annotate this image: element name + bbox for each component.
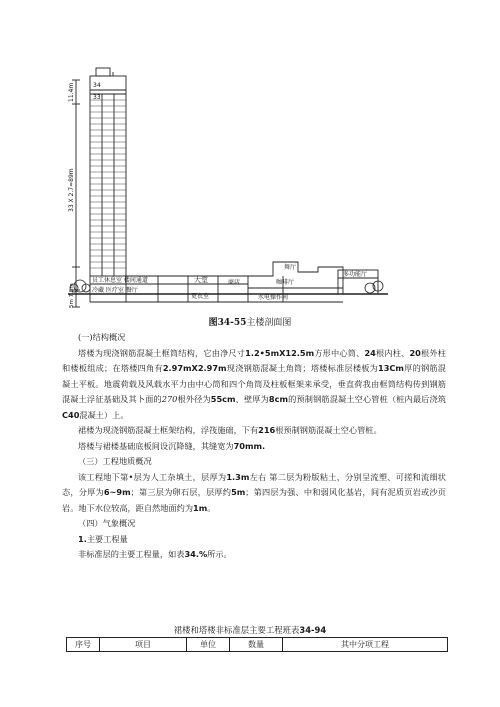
ballroom-label: 舞厅 (284, 264, 297, 271)
figure-caption (0, 315, 500, 328)
dim-top-label: 11.4m (68, 82, 75, 102)
header-seq: 序号 (67, 638, 100, 652)
caption-number: 图34-55 (208, 318, 247, 328)
lobby-label: 大堂 (194, 276, 208, 284)
paragraph-tower-structure: 塔楼为现浇钢筋混凝土框筒结构，它由净尺寸1.2•5mX12.5m方形中心筒、24根内柱、20根外柱和楼板组成；在塔楼四角有2.97mX2.97m现浇钢筋混凝土角筒；塔楼标准层楼板为13Cm厚的钢筋混凝土平板。地震荷载及风载水平力由中心筒和四个角筒及柱板框架来承受，垂直荷我由框筒结构传到钢筋混凝土浮征基础及其卜面的270根外径为55cm、壁厚为8cm的预制钢筋混凝土空心管桩（桩内最后浇筑C40混凝土）上。 (62, 347, 446, 420)
section-heading-weather: （四）气象概况 (78, 518, 136, 528)
body-text (62, 330, 446, 563)
paragraph-settlement-joint: 塔楼与裙楼基础底板间设沉降缝，其缝宽为70mm. (78, 440, 266, 451)
utility-room-label: 水电操作间 (258, 294, 289, 301)
dim-bottom-label: 5m 7.5m (69, 283, 75, 308)
shop-label: 商店 (228, 279, 241, 286)
section-heading-quantities: 1.主要工程量 (78, 533, 128, 544)
paragraph-geology: 该工程地下第•层为人工杂填土，层厚为1.3m左右 第二层为粉版粘土，分别呈流塑、可搓和流细状态，分厚为6~9m；第三层为卵石层，层厚约5m；第四层为强、中和弱风化基岩，间有泥质页岩或沙页岩。地下水位较高，距自然地面约为1m。 (62, 471, 446, 513)
function-hall-label: 多功能厅 (343, 271, 368, 278)
caption-text: 主楼剖面图 (246, 318, 292, 328)
floor-34-label: 34 (93, 82, 101, 89)
section-heading-structure: (一)结构概况 (78, 332, 126, 342)
paragraph-quantities: 非标准层的主要工程量，如表34.%所示。 (78, 549, 232, 559)
cafe-label: 咖啡厅 (276, 279, 295, 286)
dim-mid-label: 33 X 2.7=89m (68, 168, 75, 212)
header-sub-items: 其中分项工程 (283, 638, 448, 652)
floor-33-label: 33 (93, 94, 101, 101)
paragraph-podium-structure: 裙楼为现浇钢筋混凝土框架结构，浮筏施础，下有216根预制钢筋混凝土空心管桩。 (78, 425, 382, 435)
changing-room-label: 更衣室 (191, 293, 210, 300)
header-unit: 单位 (187, 638, 230, 652)
building-section-figure (68, 62, 388, 312)
base-row2-label: 冷藏 医疗室 餐厅 (92, 287, 138, 294)
base-row1-label: 员工休息室 楼间通道 (92, 277, 148, 284)
table-title: 裙楼和塔楼非标准层主要工程班表34-94 (173, 625, 327, 635)
table-header-row (67, 638, 448, 652)
header-quantity: 数量 (230, 638, 283, 652)
quantities-table (66, 637, 448, 652)
section-drawing (68, 62, 388, 312)
section-heading-geology: （三）工程地质概况 (78, 456, 152, 466)
header-item: 项目 (100, 638, 187, 652)
